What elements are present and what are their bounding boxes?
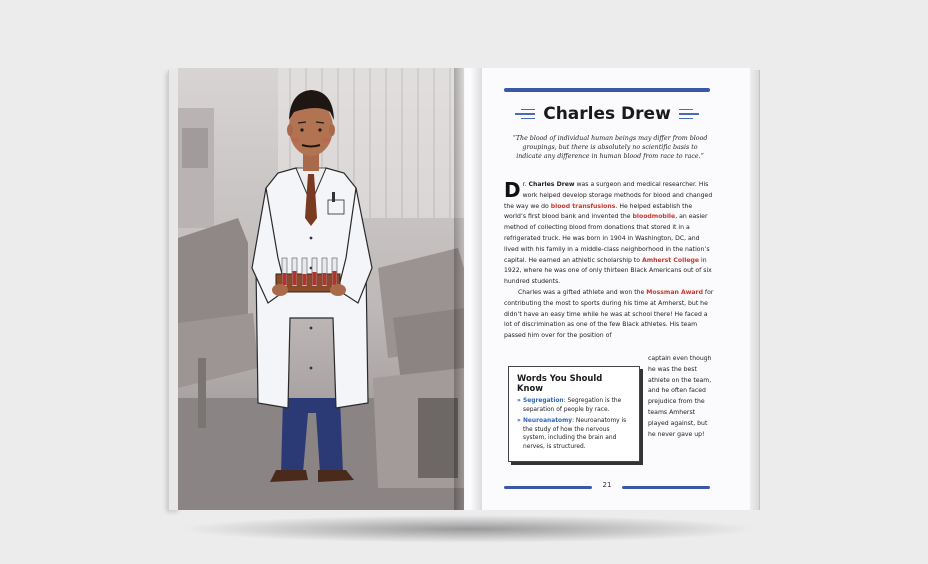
vocab-term: Segregation: [523, 398, 564, 404]
words-you-should-know-box: [508, 366, 640, 462]
drop-cap: D: [504, 178, 521, 202]
title-dash-left: [515, 109, 535, 120]
paragraph-2: [504, 288, 714, 342]
bottom-rule-left: [504, 486, 592, 489]
text-page: [464, 68, 750, 510]
charles-drew-illustration: [178, 68, 464, 510]
vocab-item: [517, 417, 631, 451]
name-bold: Charles Drew: [528, 181, 575, 188]
text-run: for contributing the most to sports during his time at Amherst, but he didn’t have an easy time while he was at school there! He faced a lot of discrimination as one of the few Black athletes. His team passed him over for the position of: [504, 288, 714, 340]
glossary-term: blood transfusions: [550, 202, 616, 210]
quote: “The blood of individual human beings may differ from blood groupings, but there is absolutely no scientific basis to indicate any difference in human blood from race to race.”: [512, 135, 708, 161]
title-dash-right: [679, 109, 699, 120]
vocab-definition: : Neuroanatomy is the study of how the nervous system, including the brain and nerves, is structured.: [523, 418, 627, 450]
body-text: [504, 180, 714, 342]
vocab-definition: : Segregation is the separation of people by race.: [523, 398, 622, 413]
title-row: [504, 100, 710, 128]
illustration-page: [178, 68, 464, 510]
book-shadow: [178, 515, 758, 543]
glossary-term: Mossman Award: [646, 288, 703, 296]
text-run: Charles was a gifted athlete and won the: [518, 288, 647, 296]
text-run: was a surgeon and medical researcher. His work helped develop storage methods for blood and changed the way we do: [504, 181, 713, 210]
vocab-list: [517, 397, 631, 452]
text-run: in 1922, where he was one of only thirteen Black Americans out of six hundred students.: [504, 256, 712, 286]
text-run: . He helped establish the world’s first blood bank and invented the: [504, 202, 693, 221]
top-rule: [504, 88, 710, 92]
vocab-item: [517, 397, 631, 414]
glossary-term: bloodmobile: [632, 213, 676, 221]
bottom-rule-right: [622, 486, 710, 489]
vocab-term: Neuroanatomy: [523, 418, 573, 425]
glossary-term: Amherst College: [641, 256, 700, 264]
page-number: 21: [602, 481, 612, 489]
paragraph-1: [504, 180, 714, 288]
wrapped-text-column: captain even though he was the best athlete on the team, and he often faced prejudice from the teams Amherst played against, but he never gave up!: [648, 355, 712, 438]
box-title: Words You Should Know: [517, 373, 603, 393]
text-run: , an easier method of collecting blood from donations that stored it in a refrigerated truck. He was born in 1904 in Washington, DC, and lived with his family in a middle-class neighborhood in the nation’s capital. He earned an athletic scholarship to: [504, 213, 710, 264]
page-title: Charles Drew: [543, 104, 671, 124]
text-run: r.: [522, 181, 529, 188]
